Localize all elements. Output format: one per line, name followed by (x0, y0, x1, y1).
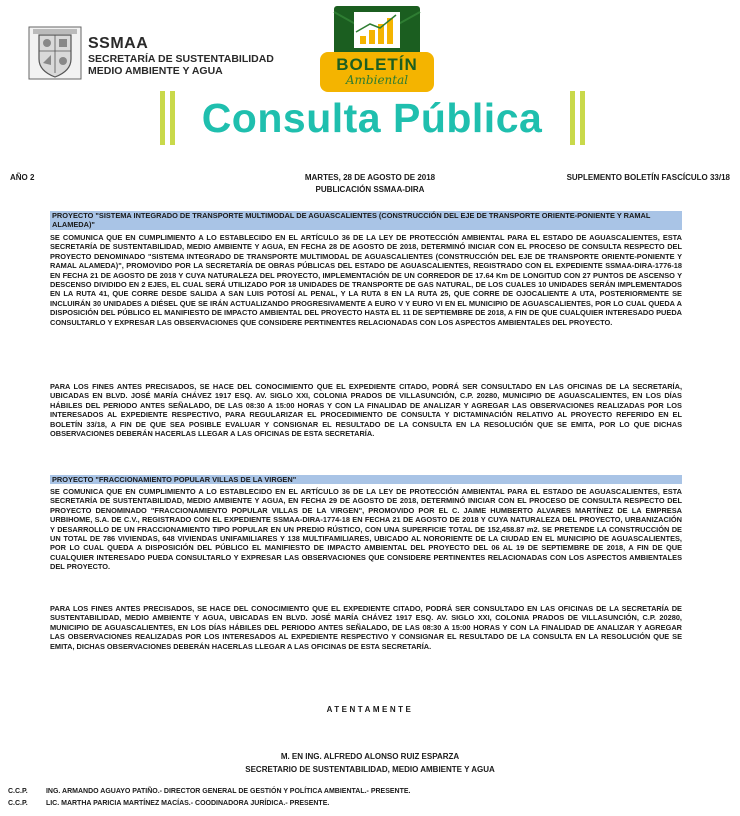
project-2-title: PROYECTO "FRACCIONAMIENTO POPULAR VILLAS DE LA VIRGEN" (50, 475, 682, 484)
header (0, 0, 740, 150)
banner-bar-right (570, 91, 575, 145)
signer-title: SECRETARIO DE SUSTENTABILIDAD, MEDIO AMBIENTE Y AGUA (245, 765, 495, 774)
org-line-1: SECRETARÍA DE SUSTENTABILIDAD (88, 53, 274, 65)
year-label: AÑO 2 (10, 173, 35, 182)
closing-atentamente: ATENTAMENTE (326, 705, 414, 714)
project-2-paragraph-1: SE COMUNICA QUE EN CUMPLIMIENTO A LO ESTABLECIDO EN EL ARTÍCULO 36 DE LA LEY DE PROTECCIÓN AMBIENTAL PARA EL ESTADO DE AGUASCALIENTES, ESTA SECRETARÍA DE SUSTENTABILIDAD, MEDIO AMBIENTE Y AGUA, EN FECHA 29 DE AGOSTO DE 2018, DETERMINÓ INICIAR CON EL PROCESO DE CONSULTA RESPECTO DEL PROYECTO DENOMINADO "FRACCIONAMIENTO POPULAR VILLAS DE LA VIRGEN", PROMOVIDO POR EL C. JAIME HUMBERTO ALVARES MARTÍNEZ DE LA EMPRESA URBIHOME, S.A. DE C.V., REGISTRADO CON EL EXPEDIENTE SSMAA-DIRA-1774-18 EN FECHA 21 DE AGOSTO DE 2018 Y CUYA NATURALEZA DEL PROYECTO, URBANIZACIÓN Y DESARROLLO DE UN FRACCIONAMIENTO TIPO POPULAR EN UN PREDIO RÚSTICO, CON UNA SUPERFICIE TOTAL DE 152,458.87 m2. SE PRETENDE LA CONSTRUCCIÓN DE UN TOTAL DE 786 VIVIENDAS, 648 VIVIENDAS UNIFAMILIARES Y 138 MULTIFAMILIARES, UBICADO AL NORORIENTE DE LA CIUDAD EN EL MUNICIPIO DE AGUASCALIENTES, POR LO CUAL QUEDA A DISPOSICIÓN DEL PÚBLICO EL MANIFIESTO DE IMPACTO AMBIENTAL DEL PROYECTO DEL 06 AL 19 DE SEPTIEMBRE DE 2018, A FIN DE QUE CUALQUIER INTERESADO PUEDA CONSULTARLO Y EXPRESAR LAS OBSERVACIONES QUE CONSIDERE PERTINENTES RELACIONADAS CON LOS ASPECTOS AMBIENTALES DEL PROYECTO. (50, 487, 682, 572)
ccp-label: C.C.P. (8, 800, 28, 807)
banner-title: Consulta Pública (201, 95, 543, 141)
project-1-paragraph-2: PARA LOS FINES ANTES PRECISADOS, SE HACE DEL CONOCIMIENTO QUE EL EXPEDIENTE CITADO, PODRÁ SER CONSULTADO EN LAS OFICINAS DE LA SECRETARÍA, UBICADAS EN BLVD. JOSÉ MARÍA CHÁVEZ 1917 ESQ. AV. SIGLO XXI, COLONIA PRADOS DE VILLASUNCIÓN, C.P. 20280, MUNICIPIO DE AGUASCALIENTES, EN LOS DÍAS HÁBILES DEL PERIODO ANTES SEÑALADO, DE LAS 08:30 A 15:00 HORAS Y CON LA FINALIDAD DE ANALIZAR Y AGREGAR LAS OBSERVACIONES REALIZADAS POR LOS INTERESADOS AL EXPEDIENTE RESPECTIVO, PARA REGULARIZAR EL PROCEDIMIENTO DE CONSULTA Y DICTAMINACIÓN RELATIVO AL PROYECTO REFERIDO EN EL BOLETÍN 33/18, A FIN DE QUE SEA POSIBLE EVALUAR Y CONSIGNAR EL RESULTADO DE LA CONSULTA EN LA RESOLUCIÓN QUE SE EMITA, POR LO QUE DICHAS OBSERVACIONES DEBERÁN HACERLAS LLEGAR A LAS OFICINAS DE ESTA SECRETARÍA. (50, 382, 682, 439)
signer-name: M. EN ING. ALFREDO ALONSO RUIZ ESPARZA (280, 752, 460, 761)
supplement-label: SUPLEMENTO BOLETÍN FASCÍCULO 33/18 (566, 173, 730, 182)
banner-bar-left (160, 91, 165, 145)
project-2-paragraph-2: PARA LOS FINES ANTES PRECISADOS, SE HACE DEL CONOCIMIENTO QUE EL EXPEDIENTE CITADO, PODRÁ SER CONSULTADO EN LAS OFICINAS DE LA SECRETARÍA DE SUSTENTABILIDAD, MEDIO AMBIENTE Y AGUA, UBICADAS EN BLVD. JOSÉ MARÍA CHÁVEZ 1917 ESQ. AV. SIGLO XXI, COLONIA PRADOS DE VILLASUNCIÓN, C.P. 20280, MUNICIPIO DE AGUASCALIENTES, EN LOS DÍAS HÁBILES DEL PERIODO ANTES SEÑALADO, DE LAS 08:30 A 15:00 HORAS Y CON LA FINALIDAD DE ANALIZAR Y AGREGAR LAS OBSERVACIONES REALIZADAS POR LOS INTERESADOS AL EXPEDIENTE RESPECTIVO Y CONSIGNAR EL RESULTADO DE LA CONSULTA EN LA RESOLUCIÓN QUE SE EMITA, DICHAS OBSERVACIONES DEBERÁN HACERLAS LLEGAR A LAS OFICINAS DE ESTA SECRETARÍA. (50, 604, 682, 651)
project-1-title: PROYECTO "SISTEMA INTEGRADO DE TRANSPORTE MULTIMODAL DE AGUASCALIENTES (CONSTRUCCIÓN DEL EJE DE TRANSPORTE ORIENTE-PONIENTE Y RAMAL ALAMEDA)" (50, 211, 682, 230)
project-1-paragraph-1: SE COMUNICA QUE EN CUMPLIMIENTO A LO ESTABLECIDO EN EL ARTÍCULO 36 DE LA LEY DE PROTECCIÓN AMBIENTAL PARA EL ESTADO DE AGUASCALIENTES, ESTA SECRETARÍA DE SUSTENTABILIDAD, MEDIO AMBIENTE Y AGUA, EN FECHA 28 DE AGOSTO DE 2018, DETERMINÓ INICIAR CON EL PROCESO DE CONSULTA RESPECTO DEL PROYECTO DENOMINADO "SISTEMA INTEGRADO DE TRANSPORTE MULTIMODAL DE AGUASCALIENTES (CONSTRUCCIÓN DEL EJE DE TRANSPORTE ORIENTE-PONIENTE Y RAMAL ALAMEDA)", PROMOVIDO POR LA SECRETARÍA DE OBRAS PÚBLICAS DEL ESTADO DE AGUASCALIENTES, REGISTRADO CON EL EXPEDIENTE SSMAA-DIRA-1776-18 EN FECHA 21 DE AGOSTO DE 2018 Y CUYA NATURALEZA DEL PROYECTO, IMPLEMENTACIÓN DE UN CORREDOR DE 17.64 Km DE LONGITUD CON 27 PUNTOS DE ASCENSO Y DESCENSO DIVIDIDO EN 2 EJES, EL CUAL SERÁ UTILIZADO POR 18 UNIDADES DE TRANSPORTE DE GAS NATURAL, DE LOS CUALES 10 UNIDADES SERÁN IMPLEMENTADOS EN LA RUTA 41, QUE CORRE DESDE SALIDA A SAN LUIS POTOSÍ AL PENAL, Y LA RUTA 8 EN LA RUTA 25, QUE CORRE DE OJOCALIENTE A UTA, POSTERIORMENTE SE INCLUIRÁN 30 UNIDADES A DIÉSEL QUE SE IRÁN ACTUALIZANDO PROGRESIVAMENTE A EURO V Y EURO VI EN EL MUNICIPIO DE AGUASCALIENTES, POR LO CUAL QUEDA A DISPOSICIÓN DEL PÚBLICO EL MANIFIESTO DE IMPACTO AMBIENTAL DEL PROYECTO HASTA EL 11 DE SEPTIEMBRE DE 2018, A FIN DE QUE CUALQUIER INTERESADO PUEDA CONSULTARLO Y EXPRESAR LAS OBSERVACIONES QUE CONSIDERE PERTINENTES RELACIONADAS CON LOS ASPECTOS AMBIENTALES DEL PROYECTO. (50, 233, 682, 327)
publication-label: PUBLICACIÓN SSMAA-DIRA (315, 185, 425, 194)
org-acronym: SSMAA (88, 35, 149, 52)
ccp-line (8, 800, 329, 807)
bulletin-subtitle: Ambiental (345, 73, 409, 87)
state-coat-of-arms-icon (27, 25, 83, 81)
bulletin-title: BOLETÍN (336, 55, 418, 74)
ccp-text: ING. ARMANDO AGUAYO PATIÑO.- DIRECTOR GENERAL DE GESTIÓN Y POLÍTICA AMBIENTAL.- PRESENTE. (45, 788, 411, 795)
ccp-line (8, 788, 411, 795)
ccp-text: LIC. MARTHA PARICIA MARTÍNEZ MACÍAS.- COODINADORA JURÍDICA.- PRESENTE. (45, 800, 330, 807)
date-label: MARTES, 28 DE AGOSTO DE 2018 (304, 173, 436, 182)
banner-bar-left-2 (170, 91, 175, 145)
ccp-label: C.C.P. (8, 788, 28, 795)
banner-bar-right-2 (580, 91, 585, 145)
org-line-2: MEDIO AMBIENTE Y AGUA (88, 65, 223, 77)
org-name (88, 35, 274, 77)
